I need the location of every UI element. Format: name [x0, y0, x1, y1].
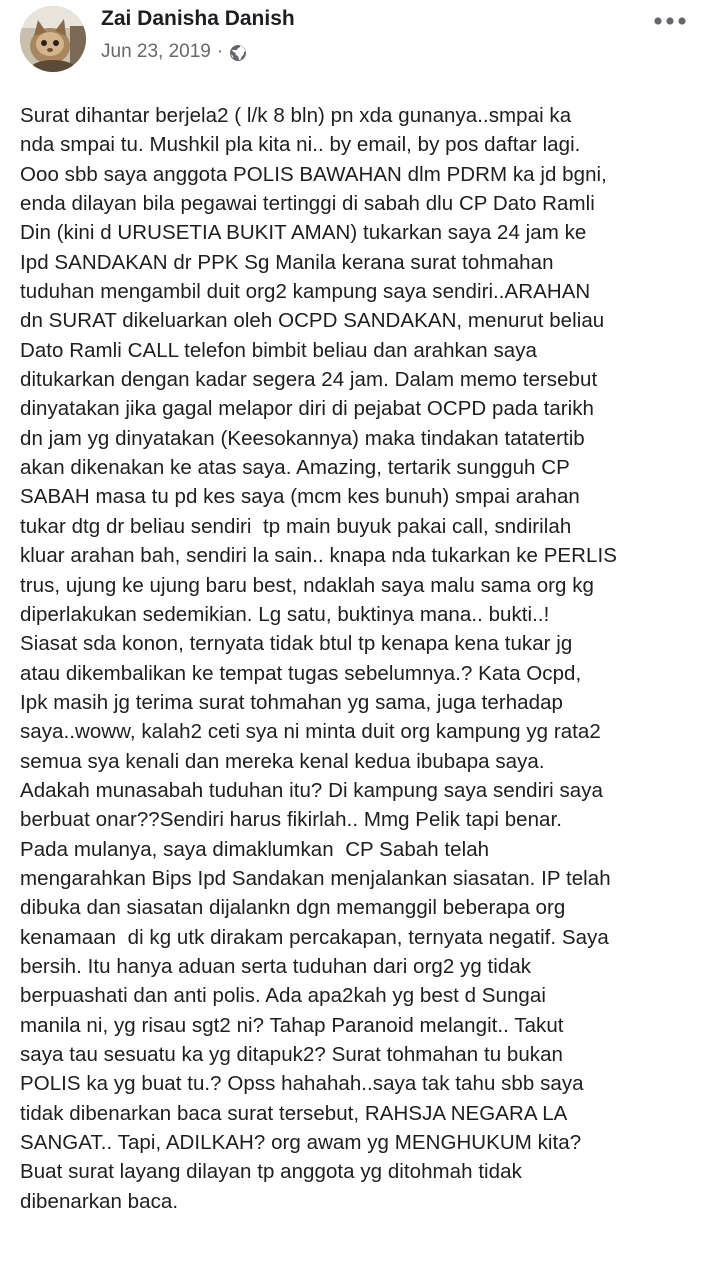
post-text-line: Siasat sda konon, ternyata tidak btul tp kenapa kena tukar jg [20, 632, 573, 656]
post-text-line: saya..woww, kalah2 ceti sya ni minta duit org kampung yg rata2 [20, 720, 601, 744]
post-text-line: trus, ujung ke ujung baru best, ndaklah saya malu sama org kg [20, 573, 594, 597]
post-text-line: Din (kini d URUSETIA BUKIT AMAN) tukarkan saya 24 jam ke [20, 221, 587, 245]
post-text-line: SABAH masa tu pd kes saya (mcm kes bunuh) smpai arahan [20, 485, 580, 509]
post-text-line: manila ni, yg risau sgt2 ni? Tahap Paranoid melangit.. Takut [20, 1013, 564, 1037]
post-header [0, 0, 712, 80]
post-text-line: mengarahkan Bips Ipd Sandakan menjalankan siasatan. IP telah [20, 866, 611, 890]
post-text-line: Ipd SANDAKAN dr PPK Sg Manila kerana surat tohmahan [20, 250, 554, 274]
post-text-line: SANGAT.. Tapi, ADILKAH? org awam yg MENGHUKUM kita? [20, 1131, 582, 1155]
cat-photo-icon [20, 6, 86, 72]
post-text-line: dn jam yg dinyatakan (Keesokannya) maka tindakan tatatertib [20, 426, 585, 450]
post-text-line: Dato Ramli CALL telefon bimbit beliau dan arahkan saya [20, 338, 538, 362]
post-text-line: atau dikembalikan ke tempat tugas sebelumnya.? Kata Ocpd, [20, 661, 582, 685]
post-text-line: Adakah munasabah tuduhan itu? Di kampung saya sendiri saya [20, 778, 603, 802]
post-text-line: akan dikenakan ke atas saya. Amazing, tertarik sungguh CP [20, 456, 570, 480]
post-text-line: dinyatakan jika gagal melapor diri di pejabat OCPD pada tarikh [20, 397, 595, 421]
post-text-line: tukar dtg dr beliau sendiri tp main buyuk pakai call, sndirilah [20, 514, 572, 538]
post-text-line: berbuat onar??Sendiri harus fikirlah.. Mmg Pelik tapi benar. [20, 808, 562, 832]
post-text-line: Pada mulanya, saya dimaklumkan CP Sabah telah [20, 837, 490, 861]
post-text-line: diperlakukan sedemikian. Lg satu, buktinya mana.. bukti..! [20, 602, 550, 626]
post-text-line: kenamaan di kg utk dirakam percakapan, ternyata negatif. Saya [20, 925, 609, 949]
more-options-button[interactable] [648, 8, 692, 34]
profile-avatar[interactable] [20, 6, 86, 72]
globe-icon[interactable] [229, 44, 247, 62]
post-text-line: bersih. Itu hanya aduan serta tuduhan dari org2 yg tidak [20, 954, 532, 978]
post-text-line: ditukarkan dengan kadar segera 24 jam. Dalam memo tersebut [20, 368, 598, 392]
post-text-line: nda smpai tu. Mushkil pla kita ni.. by email, by pos daftar lagi. [20, 133, 581, 157]
post-text-line: dn SURAT dikeluarkan oleh OCPD SANDAKAN, menurut beliau [20, 309, 605, 333]
post-text-line: dibuka dan siasatan dijalankn dgn memanggil beberapa org [20, 896, 566, 920]
post-text-line: tuduhan mengambil duit org2 kampung saya sendiri..ARAHAN [20, 280, 591, 304]
post-text-line: enda dilayan bila pegawai tertinggi di sabah dlu CP Dato Ramli [20, 192, 595, 216]
more-options-icon [653, 16, 687, 26]
post-text-line: kluar arahan bah, sendiri la sain.. knapa nda tukarkan ke PERLIS [20, 544, 617, 568]
post-text-line: dibenarkan baca. [20, 1189, 179, 1213]
post-text-line: semua sya kenali dan mereka kenal kedua ibubapa saya. [20, 749, 545, 773]
post-text-line: saya tau sesuatu ka yg ditapuk2? Surat tohmahan tu bukan [20, 1043, 563, 1066]
post-text-line: tidak dibenarkan baca surat tersebut, RAHSJA NEGARA LA [20, 1101, 568, 1125]
post-text-line: Buat surat layang dilayan tp anggota yg ditohmah tidak [20, 1160, 522, 1184]
post-date[interactable]: Jun 23, 2019 [101, 41, 211, 62]
post-text-line: POLIS ka yg buat tu.? Opss hahahah..saya tak tahu sbb saya [20, 1072, 584, 1096]
meta-separator: · [216, 41, 224, 62]
post-body-text [20, 101, 710, 1216]
post-text-line: Ooo sbb saya anggota POLIS BAWAHAN dlm PDRM ka jd bgni, [20, 162, 607, 186]
post-text-line: Ipk masih jg terima surat tohmahan yg sama, juga terhadap [20, 690, 563, 714]
post-text-line: berpuashati dan anti polis. Ada apa2kah yg best d Sungai [20, 984, 546, 1008]
post-meta [101, 40, 247, 64]
author-name[interactable]: Zai Danisha Danish [101, 7, 295, 30]
post-text-line: Surat dihantar berjela2 ( l/k 8 bln) pn xda gunanya..smpai ka [20, 104, 572, 127]
